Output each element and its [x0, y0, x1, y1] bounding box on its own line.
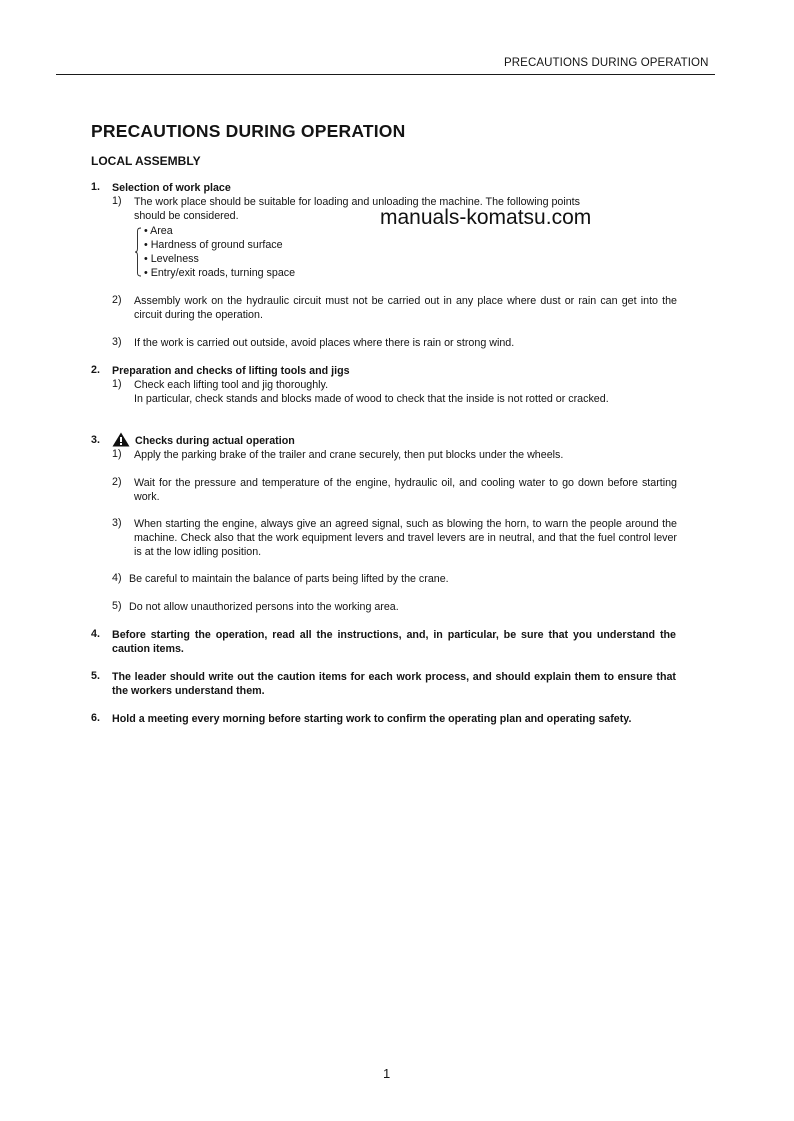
warning-triangle-icon	[112, 432, 130, 447]
s1-item-1-line2: should be considered.	[134, 210, 239, 222]
section-2-number: 2.	[91, 364, 100, 376]
s3-item-3-number: 3)	[112, 517, 122, 529]
section-5-text: The leader should write out the caution items for each work process, and should explain them to ensure that the workers understand them.	[112, 671, 676, 697]
s1-item-3-number: 3)	[112, 336, 122, 348]
s3-item-5-text: Do not allow unauthorized persons into the working area.	[129, 601, 399, 613]
curly-brace-icon	[135, 227, 141, 277]
section-2-title: Preparation and checks of lifting tools and jigs	[112, 365, 350, 377]
s1-item-1-line1: The work place should be suitable for loading and unloading the machine. The following points	[134, 196, 580, 208]
running-header: PRECAUTIONS DURING OPERATION	[504, 57, 709, 69]
s1-bullet-1: • Area	[144, 225, 173, 237]
s1-item-2-number: 2)	[112, 294, 122, 306]
section-4-text: Before starting the operation, read all the instructions, and, in particular, be sure that you understand the caution items.	[112, 629, 676, 655]
section-1-title: Selection of work place	[112, 182, 231, 194]
section-6-text: Hold a meeting every morning before starting work to confirm the operating plan and operating safety.	[112, 713, 632, 725]
s3-item-1-text: Apply the parking brake of the trailer and crane securely, then put blocks under the wheels.	[134, 449, 564, 461]
s3-item-1-number: 1)	[112, 448, 122, 460]
section-subtitle: LOCAL ASSEMBLY	[91, 154, 201, 168]
s1-item-2-text: Assembly work on the hydraulic circuit must not be carried out in any place where dust or rain can get into the circuit during the operation.	[134, 295, 677, 321]
s3-item-5-number: 5)	[112, 600, 122, 612]
s2-item-1-line1: Check each lifting tool and jig thoroughly.	[134, 379, 329, 391]
header-rule	[56, 74, 715, 75]
s3-item-2-text: Wait for the pressure and temperature of the engine, hydraulic oil, and cooling water to go down before starting work.	[134, 477, 677, 503]
page-title: PRECAUTIONS DURING OPERATION	[91, 121, 406, 141]
s3-item-3-text: When starting the engine, always give an agreed signal, such as blowing the horn, to warn the people around the machine. Check also that the work equipment levers and travel levers are in neutral, and that the fuel control lever is at the low idling position.	[134, 518, 677, 558]
s2-item-1-text: In particular, check stands and blocks made of wood to check that the inside is not rotted or cracked.	[134, 393, 609, 405]
s1-bullet-3: • Levelness	[144, 253, 199, 265]
section-4-number: 4.	[91, 628, 100, 640]
watermark-text: manuals-komatsu.com	[380, 206, 592, 229]
section-6-number: 6.	[91, 712, 100, 724]
s1-item-1-number: 1)	[112, 195, 122, 207]
section-3-number: 3.	[91, 434, 100, 446]
section-1-number: 1.	[91, 181, 100, 193]
s1-bullet-2: • Hardness of ground surface	[144, 239, 283, 251]
s3-item-2-number: 2)	[112, 476, 122, 488]
section-5-number: 5.	[91, 670, 100, 682]
s3-item-4-text: Be careful to maintain the balance of parts being lifted by the crane.	[129, 573, 449, 585]
s2-item-1-number: 1)	[112, 378, 122, 390]
page-number: 1	[383, 1066, 391, 1081]
s3-item-4-number: 4)	[112, 572, 122, 584]
s1-bullet-4: • Entry/exit roads, turning space	[144, 267, 296, 279]
s1-item-3-text: If the work is carried out outside, avoid places where there is rain or strong wind.	[134, 337, 515, 349]
section-3-title: Checks during actual operation	[135, 435, 295, 447]
